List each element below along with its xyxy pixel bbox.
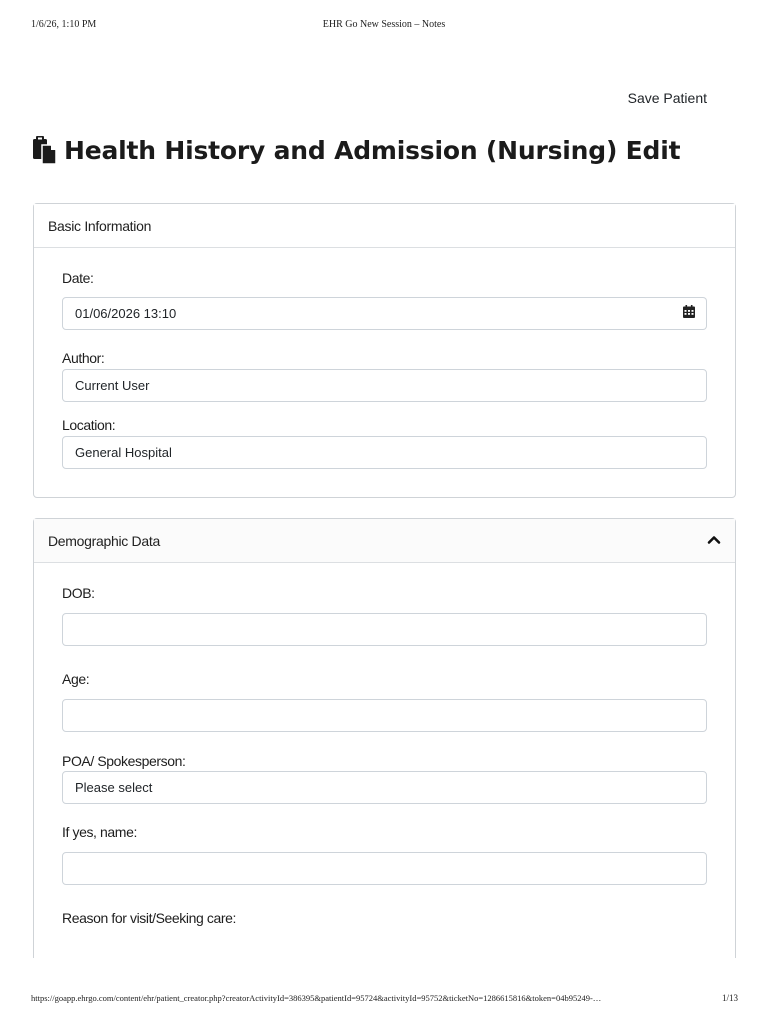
basic-information-card [33, 203, 736, 498]
location-input[interactable]: General Hospital [62, 436, 707, 469]
reason-for-visit-label: Reason for visit/Seeking care: [62, 910, 236, 926]
location-label: Location: [62, 417, 116, 433]
dob-label: DOB: [62, 585, 95, 601]
demographic-data-card [33, 518, 736, 958]
author-input[interactable]: Current User [62, 369, 707, 402]
page-title-text: Health History and Admission (Nursing) Edit [64, 135, 681, 165]
print-title: EHR Go New Session – Notes [322, 19, 446, 30]
poa-spokesperson-label: POA/ Spokesperson: [62, 753, 186, 769]
date-input[interactable]: 01/06/2026 13:10 [62, 297, 672, 330]
if-yes-name-input[interactable] [62, 852, 707, 885]
demographic-data-header[interactable] [34, 519, 735, 563]
demographic-data-title: Demographic Data [48, 532, 160, 549]
page-number: 1/13 [721, 993, 738, 1003]
calendar-icon [683, 305, 695, 323]
clipboard-copy-icon [32, 134, 58, 166]
print-footer [0, 993, 768, 1007]
if-yes-name-label: If yes, name: [62, 824, 137, 840]
page-title [32, 134, 680, 166]
save-patient-button[interactable]: Save Patient [627, 90, 707, 106]
age-input[interactable] [62, 699, 707, 732]
dob-input[interactable] [62, 613, 707, 646]
print-datetime: 1/6/26, 1:10 PM [31, 19, 97, 30]
print-header [0, 19, 768, 33]
basic-information-header: Basic Information [34, 204, 735, 248]
age-label: Age: [62, 671, 90, 687]
date-label: Date: [62, 270, 94, 286]
print-url: https://goapp.ehrgo.com/content/ehr/patient_creator.php?creatorActivityId=386395&patientId=95724&activityId=95752&ticketNo=1286615816&token=04b95249-… [31, 993, 602, 1003]
author-label: Author: [62, 350, 105, 366]
calendar-button[interactable] [671, 297, 707, 330]
chevron-up-icon[interactable] [707, 533, 721, 547]
poa-spokesperson-select[interactable]: Please select [62, 771, 707, 804]
